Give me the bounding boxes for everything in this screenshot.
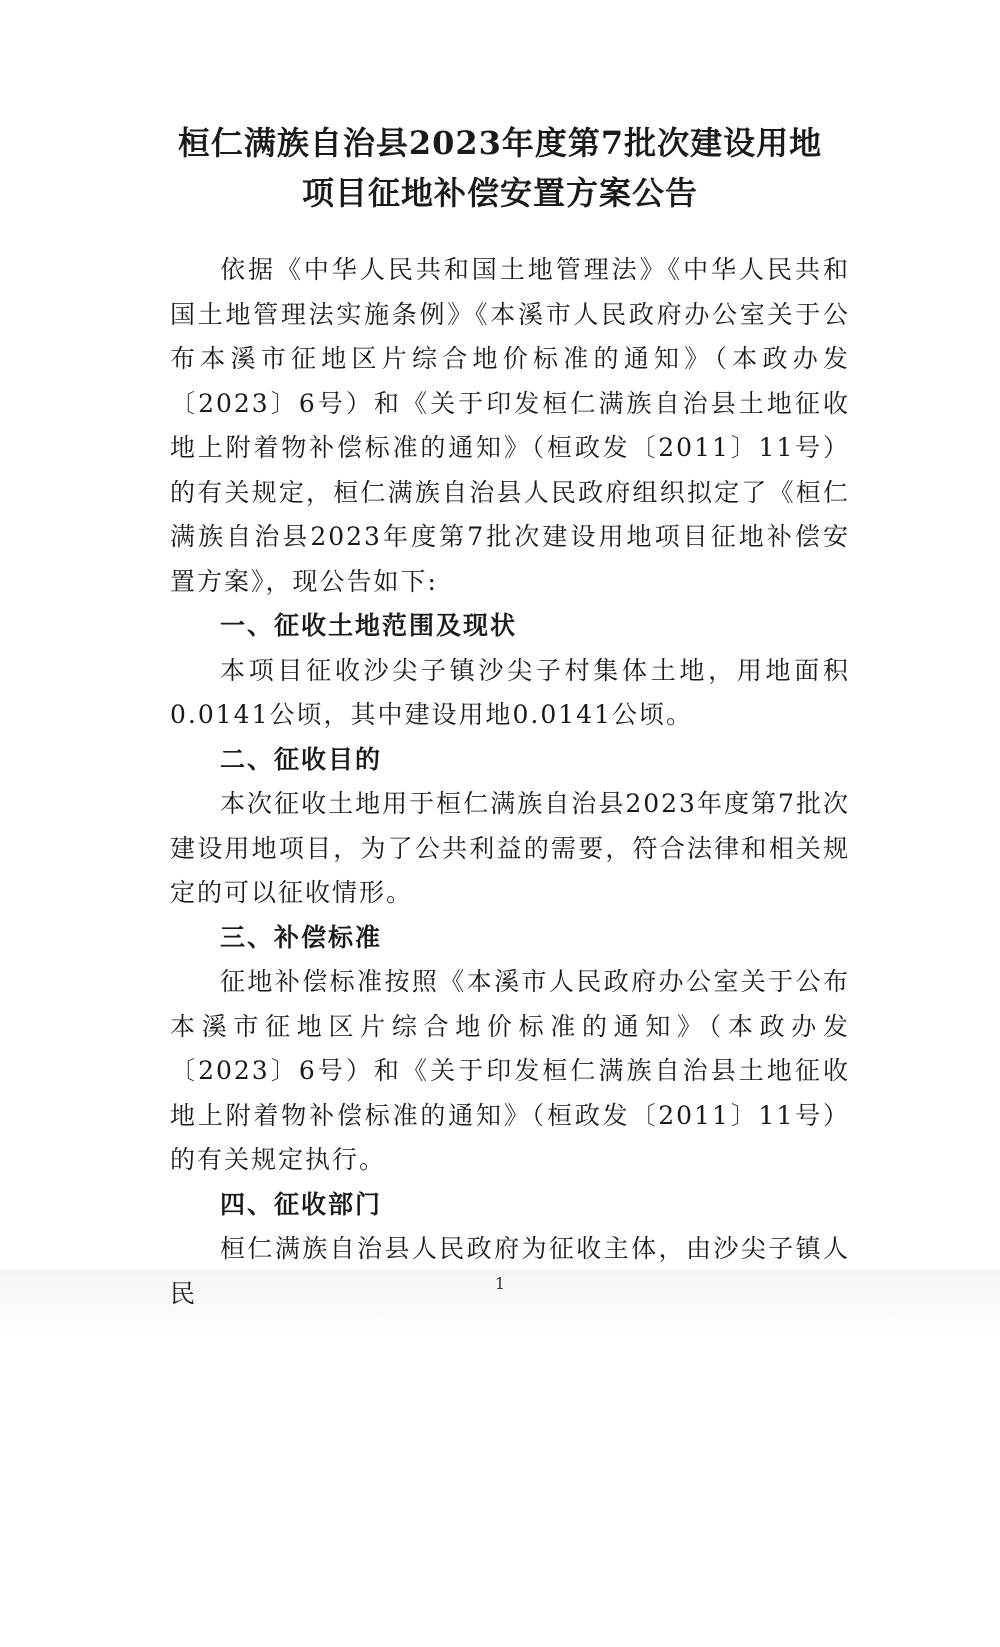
intro-paragraph: 依据《中华人民共和国土地管理法》《中华人民共和国土地管理法实施条例》《本溪市人民政府办公室关于公布本溪市征地区片综合地价标准的通知》（本政办发〔2023〕6号）和《关于印发桓仁满族自治县土地征收地上附着物补偿标准的通知》（桓政发〔2011〕11号）的有关规定，桓仁满族自治县人民政府组织拟定了《桓仁满族自治县2023年度第7批次建设用地项目征地补偿安置方案》，现公告如下: bbox=[170, 255, 850, 596]
section-heading-compensation: 三、补偿标准 bbox=[220, 922, 383, 952]
document-title-line-1: 桓仁满族自治县2023年度第7批次建设用地 bbox=[177, 124, 823, 162]
section-text-scope: 本项目征收沙尖子镇沙尖子村集体土地，用地面积0.0141公顷，其中建设用地0.0141公顷。 bbox=[170, 655, 850, 729]
document-body bbox=[170, 248, 850, 1316]
section-text-compensation: 征地补偿标准按照《本溪市人民政府办公室关于公布本溪市征地区片综合地价标准的通知》（本政办发〔2023〕6号）和《关于印发桓仁满族自治县土地征收地上附着物补偿标准的通知》（桓政发〔2011〕11号）的有关规定执行。 bbox=[170, 967, 850, 1174]
page-number: 1 bbox=[494, 1274, 506, 1293]
section-heading-scope: 一、征收土地范围及现状 bbox=[220, 611, 518, 640]
section-heading-purpose: 二、征收目的 bbox=[220, 744, 383, 774]
document-title-line-2: 项目征地补偿安置方案公告 bbox=[301, 174, 698, 212]
section-heading-department: 四、征收部门 bbox=[220, 1189, 383, 1219]
section-text-department: 桓仁满族自治县人民政府为征收主体，由沙尖子镇人民 bbox=[170, 1234, 850, 1308]
section-text-purpose: 本次征收土地用于桓仁满族自治县2023年度第7批次建设用地项目，为了公共利益的需要，符合法律和相关规定的可以征收情形。 bbox=[170, 789, 850, 907]
